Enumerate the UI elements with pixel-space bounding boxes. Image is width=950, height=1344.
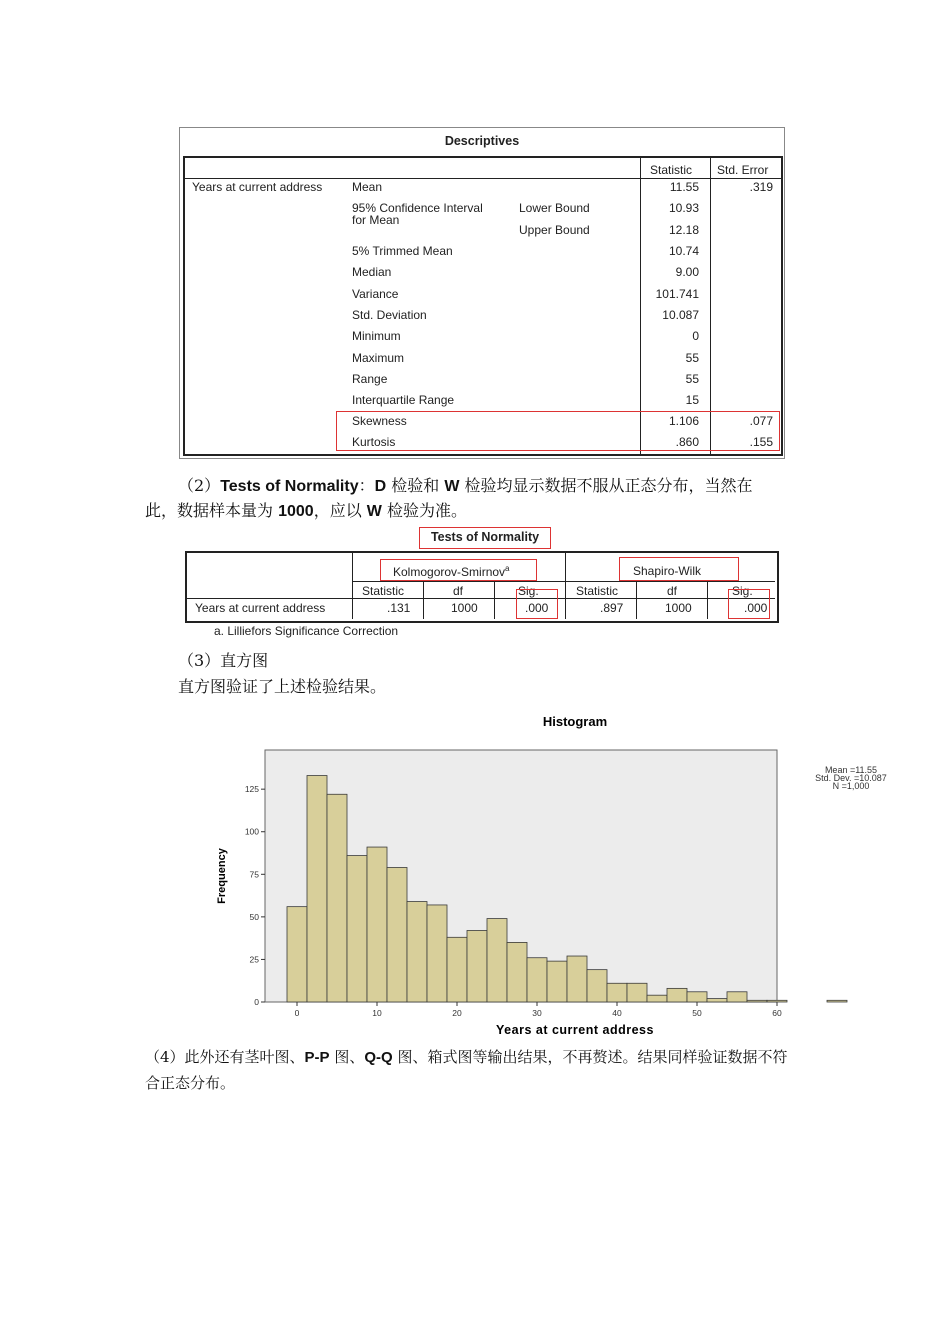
histogram-bar <box>287 907 307 1002</box>
para-bold-title: Tests of Normality <box>220 478 359 495</box>
column-divider <box>352 553 353 619</box>
row-label: Minimum <box>352 329 401 343</box>
ks-sig-highlight <box>516 589 558 619</box>
ks-header-text: Kolmogorov-Smirnov <box>393 565 506 579</box>
legend-n: N =1,000 <box>832 781 870 791</box>
skew-kurtosis-highlight <box>336 411 780 451</box>
statistic-value: 1.106 <box>668 414 699 428</box>
row-divider <box>352 581 775 582</box>
ks-df: 1000 <box>451 601 478 615</box>
histogram-bar <box>667 988 687 1002</box>
histogram-bar <box>347 856 367 1002</box>
std-error-value: .319 <box>749 180 773 194</box>
para-colon: ： <box>358 476 375 495</box>
y-tick-label: 125 <box>244 784 259 795</box>
histogram-bar <box>827 1000 847 1002</box>
sw-highlight <box>619 557 739 581</box>
para-bold-w: W <box>366 503 382 520</box>
sub-header: Statistic <box>362 584 405 598</box>
histogram-bar <box>747 1000 767 1002</box>
std-error-value: .155 <box>749 435 773 449</box>
paragraph-normality-line2 <box>145 498 805 524</box>
row-label: Variance <box>352 287 399 301</box>
para-text: 此，数据样本量为 <box>145 501 279 520</box>
column-divider <box>423 581 424 619</box>
histogram-bar <box>447 937 467 1002</box>
statistic-value: 11.55 <box>669 180 699 194</box>
header-divider <box>185 178 781 179</box>
row-label: Median <box>352 265 392 279</box>
legend-std-dev: Std. Dev. =10.087 <box>815 773 887 783</box>
y-tick-label: 100 <box>244 826 259 837</box>
para-bold-pp: P-P <box>304 1049 330 1066</box>
histogram-bar <box>467 930 487 1002</box>
ks-highlight <box>380 559 537 581</box>
para-bold-num: 1000 <box>278 503 314 520</box>
normality-footnote: a. Lilliefors Significance Correction <box>214 624 399 638</box>
histogram-bar <box>687 992 707 1002</box>
y-tick-label: 50 <box>249 911 259 922</box>
ks-statistic: .131 <box>387 601 411 615</box>
y-tick-label: 25 <box>249 954 259 965</box>
row-label: Range <box>352 372 388 386</box>
column-divider <box>494 581 495 619</box>
row-label: Kurtosis <box>352 435 396 449</box>
histogram-chart <box>205 712 945 1042</box>
histogram-heading: （3）直方图 <box>178 651 269 670</box>
descriptives-title: Descriptives <box>444 134 520 148</box>
para-text: 检验均显示数据不服从正态分布，当然在 <box>459 476 753 495</box>
statistic-value: 10.087 <box>662 308 699 322</box>
para-text: ，应以 <box>313 501 367 520</box>
histogram-caption: 直方图验证了上述检验结果。 <box>178 677 387 696</box>
histogram-bar <box>527 958 547 1002</box>
row-label: Upper Bound <box>519 223 590 237</box>
histogram-bar <box>407 902 427 1002</box>
sw-sig-highlight <box>728 589 770 619</box>
descriptives-grid <box>183 156 783 456</box>
column-divider <box>565 553 566 619</box>
y-tick-label: 75 <box>249 869 259 880</box>
histogram-bar <box>487 919 507 1002</box>
x-tick-label: 50 <box>692 1008 702 1018</box>
histogram-bar <box>387 867 407 1002</box>
row-label: Mean <box>352 180 383 194</box>
normality-table <box>185 551 779 623</box>
normality-title: Tests of Normality <box>419 527 551 549</box>
y-tick-label: 0 <box>254 997 259 1007</box>
para-text: 检验为准。 <box>381 501 467 520</box>
y-axis-label: Frequency <box>216 848 228 904</box>
statistic-value: 55 <box>685 351 699 365</box>
ks-sig: .000 <box>525 601 549 615</box>
column-divider <box>710 158 711 454</box>
para-text: 图、箱式图等输出结果，不再赘述。结果同样验证数据不符 <box>392 1048 788 1066</box>
chart-title: Histogram <box>542 714 608 729</box>
statistic-value: .860 <box>675 435 699 449</box>
sub-header: Statistic <box>576 584 619 598</box>
sw-header: Shapiro-Wilk <box>633 564 702 578</box>
para-bold-d: D <box>374 478 387 495</box>
std-error-value: .077 <box>749 414 773 428</box>
x-axis-label: Years at current address <box>496 1023 654 1037</box>
row-label: Years at current address <box>195 601 326 615</box>
x-tick-label: 30 <box>532 1008 542 1018</box>
statistic-value: 10.74 <box>668 244 699 258</box>
statistic-value: 12.18 <box>668 223 699 237</box>
sub-header: Sig. <box>732 584 753 598</box>
para-prefix: （2） <box>178 476 221 495</box>
sub-header: Sig. <box>518 584 539 598</box>
histogram-bar <box>627 983 647 1002</box>
para-bold-qq: Q-Q <box>364 1049 393 1066</box>
paragraph-normality <box>178 473 818 499</box>
descriptives-table <box>179 127 785 459</box>
histogram-bar <box>307 776 327 1002</box>
histogram-bar <box>507 942 527 1002</box>
row-label: 5% Trimmed Mean <box>352 244 453 258</box>
header-statistic: Statistic <box>650 163 693 177</box>
ci-label: for Mean <box>352 213 400 227</box>
para-text: 检验和 <box>386 476 445 495</box>
column-divider <box>636 581 637 619</box>
row-label: Std. Deviation <box>352 308 427 322</box>
statistic-value: 101.741 <box>655 287 699 301</box>
histogram-bar <box>767 1000 787 1002</box>
x-tick-label: 0 <box>294 1008 300 1018</box>
para-text: （4）此外还有茎叶图、 <box>145 1048 305 1066</box>
statistic-value: 15 <box>685 393 699 407</box>
statistic-value: 55 <box>685 372 699 386</box>
statistic-value: 0 <box>692 329 699 343</box>
sub-header: df <box>453 584 464 598</box>
x-tick-label: 40 <box>612 1008 622 1018</box>
histogram-bar <box>707 999 727 1002</box>
para-bold-w: W <box>444 478 460 495</box>
histogram-bar <box>367 847 387 1002</box>
histogram-bar <box>727 992 747 1002</box>
paragraph-other-plots-line2: 合正态分布。 <box>145 1074 236 1092</box>
x-tick-label: 20 <box>452 1008 462 1018</box>
paragraph-other-plots <box>145 1045 815 1070</box>
histogram-bar <box>647 995 667 1002</box>
variable-label: Years at current address <box>192 180 323 194</box>
sub-header: df <box>667 584 678 598</box>
ks-footnote-mark: a <box>505 564 510 573</box>
header-std-error: Std. Error <box>717 163 769 177</box>
histogram-bar <box>607 983 627 1002</box>
histogram-bar <box>587 970 607 1002</box>
sw-statistic: .897 <box>600 601 624 615</box>
row-label: Interquartile Range <box>352 393 455 407</box>
row-label: Maximum <box>352 351 405 365</box>
column-divider <box>707 581 708 619</box>
histogram-bar <box>547 961 567 1002</box>
sw-df: 1000 <box>665 601 692 615</box>
statistic-value: 10.93 <box>668 201 699 215</box>
histogram-bar <box>427 905 447 1002</box>
row-divider <box>187 598 775 599</box>
para-text: 图、 <box>329 1048 365 1066</box>
statistic-value: 9.00 <box>675 265 699 279</box>
row-label: Lower Bound <box>519 201 590 215</box>
sw-sig: .000 <box>744 601 768 615</box>
ci-label: 95% Confidence Interval <box>352 201 483 215</box>
legend-mean: Mean =11.55 <box>824 765 878 775</box>
row-label: Skewness <box>352 414 407 428</box>
histogram-bar <box>327 794 347 1002</box>
histogram-bar <box>567 956 587 1002</box>
x-tick-label: 60 <box>772 1008 782 1018</box>
x-tick-label: 10 <box>372 1008 382 1018</box>
